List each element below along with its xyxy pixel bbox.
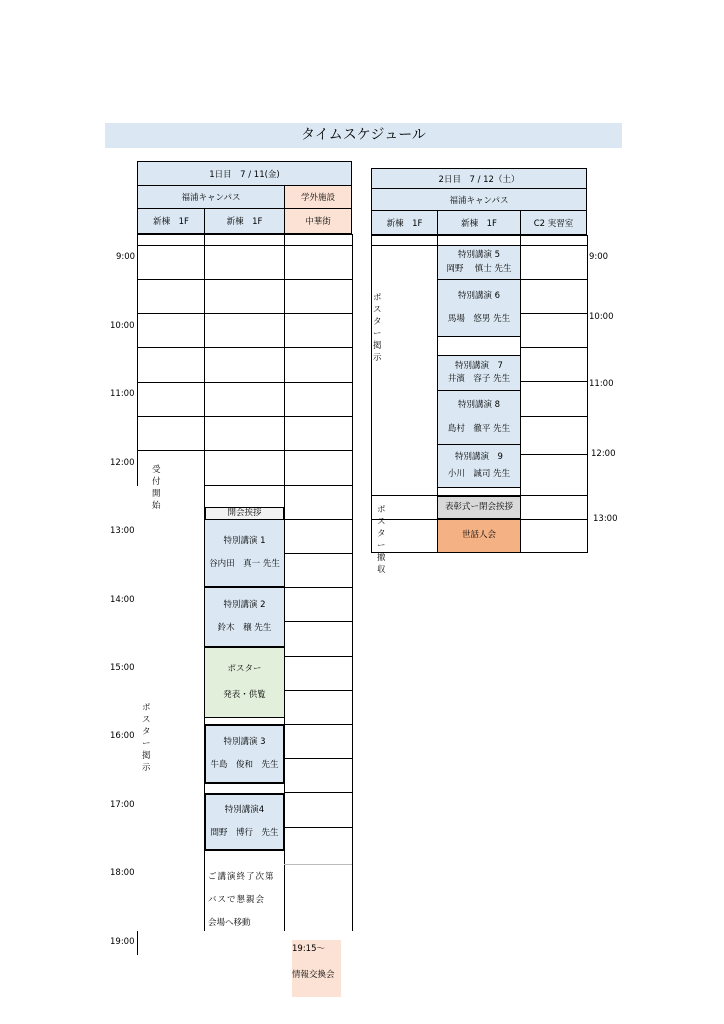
lecture-title: 特別講演 8 — [457, 400, 501, 411]
day2-room-2: 新棟 1F — [437, 210, 521, 235]
poster-display-label: ポスター掲示 — [142, 703, 151, 773]
day1-room-3: 中華街 — [284, 208, 352, 234]
lecture-title: 特別講演 5 — [457, 250, 501, 261]
lecture-title: 特別講演 9 — [455, 451, 503, 462]
grid-line — [284, 792, 352, 793]
grid-line — [284, 690, 352, 691]
time-label: 10:00 — [589, 312, 614, 322]
grid-line — [284, 864, 352, 865]
time-label: 19:00 — [110, 937, 135, 947]
grid-line — [520, 347, 587, 348]
grid-line — [284, 587, 352, 588]
grid-line — [137, 931, 138, 955]
lecture-speaker: 牛島 俊和 先生 — [210, 760, 279, 770]
time-label: 13:00 — [110, 526, 135, 536]
grid-line — [352, 234, 353, 931]
lecture-speaker: 小川 誠司 先生 — [447, 469, 511, 479]
grid-line — [371, 235, 372, 553]
grid-line — [520, 381, 587, 382]
time-label: 18:00 — [110, 868, 135, 878]
social-event — [292, 940, 341, 997]
lecture-speaker: 馬場 悠男 先生 — [447, 314, 511, 324]
lecture-title: 特別講演 1 — [223, 535, 266, 546]
grid-line — [137, 416, 352, 417]
time-label: 9:00 — [116, 252, 136, 262]
lecture-speaker: 間野 博行 先生 — [210, 828, 279, 838]
grid-line — [284, 621, 352, 622]
grid-line — [204, 485, 352, 486]
page-title: タイムスケジュール — [105, 123, 622, 148]
lecture-speaker: 谷内田 真一 先生 — [209, 559, 280, 569]
lecture-title: 特別講演 3 — [223, 736, 266, 747]
lecture-4 — [204, 793, 285, 851]
grid-line — [284, 519, 352, 520]
after-lecture-note: ご講演終了次第 バスで懇親会 会場へ移動 — [208, 872, 275, 928]
poster-session-line2: 発表・供覧 — [223, 689, 266, 700]
grid-line — [520, 313, 587, 314]
lecture-8 — [437, 390, 521, 445]
time-label: 17:00 — [110, 800, 135, 810]
social-label: 情報交換会 — [292, 970, 335, 980]
time-label: 12:00 — [591, 449, 616, 459]
day2-room-3: C2 実習室 — [520, 210, 587, 235]
poster-session-line1: ポスター — [227, 664, 262, 675]
grid-line — [284, 553, 352, 554]
lecture-title: 特別講演 6 — [457, 290, 501, 301]
grid-line — [137, 347, 352, 348]
time-label: 11:00 — [589, 379, 614, 389]
poster-display-label: ポスター掲示 — [373, 293, 382, 363]
day1-room-1: 新棟 1F — [137, 208, 205, 234]
empty-slot — [437, 336, 521, 356]
grid-line — [284, 724, 352, 725]
grid-line — [137, 450, 352, 451]
grid-line — [137, 234, 352, 235]
grid-line — [520, 454, 587, 455]
lecture-speaker: 井濱 容子 先生 — [447, 374, 511, 384]
day1-campus: 福浦キャンパス — [137, 185, 285, 209]
time-label: 9:00 — [589, 252, 609, 262]
lecture-6 — [437, 279, 521, 337]
grid-line — [520, 279, 587, 280]
poster-session — [204, 647, 285, 718]
lecture-3 — [204, 724, 285, 784]
grid-line — [284, 656, 352, 657]
grid-line — [137, 234, 138, 486]
day2-room-1: 新棟 1F — [371, 210, 438, 235]
grid-line — [284, 827, 352, 828]
lecture-title: 特別講演 7 — [455, 360, 503, 371]
lecture-title: 特別講演 2 — [223, 599, 266, 610]
reception-label: 受付開始 — [152, 465, 161, 511]
day1-external: 学外施設 — [284, 185, 352, 209]
time-label: 13:00 — [593, 514, 618, 524]
lecture-1 — [204, 519, 285, 587]
lecture-5 — [437, 245, 521, 280]
lecture-2 — [204, 587, 285, 647]
grid-line — [137, 313, 352, 314]
grid-line — [587, 235, 588, 553]
grid-line — [520, 416, 587, 417]
lecture-speaker: 鈴木 穣 先生 — [217, 623, 272, 633]
grid-line — [137, 382, 352, 383]
grid-line — [371, 235, 587, 236]
social-time: 19:15～ — [292, 944, 325, 954]
poster-removal-label: ポスター撤収 — [377, 505, 386, 575]
organizer-meeting: 世話人会 — [437, 519, 521, 553]
day1-room-2: 新棟 1F — [204, 208, 285, 234]
lecture-9 — [437, 444, 521, 488]
time-label: 12:00 — [110, 458, 135, 468]
time-label: 14:00 — [110, 595, 135, 605]
time-label: 11:00 — [110, 389, 135, 399]
lecture-speaker: 島村 徹平 先生 — [447, 423, 511, 434]
opening-remarks: 開会挨拶 — [205, 507, 284, 520]
time-label: 10:00 — [110, 321, 135, 331]
day2-campus: 福浦キャンパス — [371, 188, 587, 211]
grid-line — [137, 245, 352, 246]
grid-line — [137, 279, 352, 280]
time-label: 16:00 — [110, 731, 135, 741]
closing-ceremony: 表彰式ー閉会挨拶 — [437, 496, 521, 519]
day2-header: 2日目 7 / 12（土） — [371, 168, 587, 189]
lecture-title: 特別講演4 — [224, 804, 265, 815]
lecture-speaker: 岡野 慎士 先生 — [446, 263, 512, 274]
grid-line — [284, 758, 352, 759]
day1-header: 1日目 7 / 11(金) — [137, 161, 352, 186]
time-label: 15:00 — [110, 663, 135, 673]
lecture-7 — [437, 355, 521, 391]
